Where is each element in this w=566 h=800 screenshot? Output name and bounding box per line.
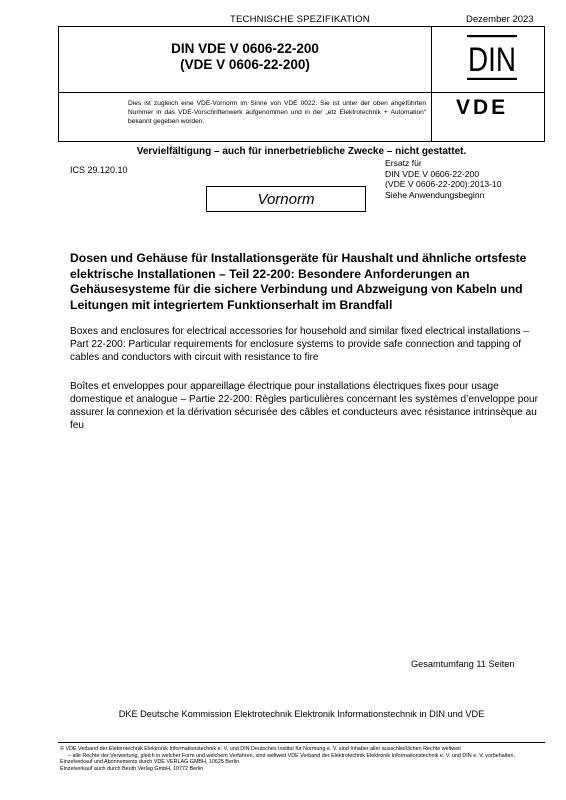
vde-note: Dies ist zugleich eine VDE-Vornorm im Sinne von VDE 0022. Sie ist unter der oben angeführten Nummer in das VDE-Vorschriftenwerk aufgenommen und in der „etz Elektrotechnik + Automation“ bekannt gegeben worden.	[128, 100, 426, 125]
sales-line-1: Einzelverkauf und Abonnements durch VDE VERLAG GMBH, 10625 Berlin	[60, 759, 240, 766]
din-logo-text: DIN	[468, 41, 516, 79]
status-badge: Vornorm	[206, 186, 366, 212]
box-divider-vertical	[431, 27, 432, 141]
replacement-label: Ersatz für	[385, 158, 422, 168]
footer-divider	[58, 742, 545, 743]
title-english: Boxes and enclosures for electrical accessories for household and similar fixed electrical installations – Part 22-200: Particular requirements for enclosure systems to provide safe connection and tapping of cables and conductors with circuit with resistance to fire	[70, 326, 529, 363]
document-type: TECHNISCHE SPEZIFIKATION	[230, 14, 370, 25]
total-pages: Gesamtumfang 11 Seiten	[411, 659, 515, 669]
copyright-line-2: – alle Rechte der Verwertung, gleich in welcher Form und welchem Verfahren, sind weltweit VDE Verband der Elektrotechnik Elektronik Informationstechnik e. V. und DIN e. V. vorbehalten.	[68, 752, 515, 759]
footer-copyright	[60, 746, 544, 772]
standard-number-block	[59, 41, 431, 73]
replacement-note: Siehe Anwendungsbeginn	[385, 189, 485, 200]
ics-code: ICS 29.120.10	[70, 165, 128, 175]
copyright-line-1: © VDE Verband der Elektrotechnik Elektronik Informationstechnik e. V. und DIN Deutsches Institut für Normung e. V. sind Inhaber aller ausschließlichen Rechte weltweit	[60, 746, 461, 752]
vde-logo: VDE	[456, 96, 509, 119]
replacement-standard: DIN VDE V 0606-22-200	[385, 168, 480, 179]
vde-number: (VDE V 0606-22-200)	[180, 57, 310, 72]
committee: DKE Deutsche Kommission Elektrotechnik Elektronik Informationstechnik in DIN und VDE	[118, 709, 485, 719]
header-box	[58, 26, 545, 142]
box-divider-horizontal	[59, 92, 544, 93]
title-french: Boîtes et enveloppes pour appareillage électrique pour installations électriques fixes pour usage domestique et analogue – Partie 22-200: Règles particulières concernant les systèmes d’enveloppe pour assurer la connexion et la dérivation sécurisée des câbles et conducteurs avec résistance intrinsèque au feu	[70, 381, 538, 431]
din-logo	[467, 35, 517, 80]
publication-date: Dezember 2023	[466, 14, 534, 25]
title-german: Dosen und Gehäuse für Installationsgeräte für Haushalt und ähnliche ortsfeste elektrische Installationen – Teil 22-200: Besondere Anforderungen an Gehäusesysteme für die sichere Verbindung und Abzweigung von Kabeln und Leitungen mit integriertem Funktionserhalt im Brandfall	[70, 251, 527, 312]
standard-number: DIN VDE V 0606-22-200	[171, 41, 319, 56]
reproduction-notice: Vervielfältigung – auch für innerbetriebliche Zwecke – nicht gestattet.	[136, 146, 467, 157]
replacement-edition: (VDE V 0606-22-200):2013-10	[385, 179, 502, 189]
replacement-info	[385, 158, 502, 200]
sales-line-2: Einzelverkauf auch durch Beuth Verlag GmbH, 10772 Berlin	[60, 765, 204, 772]
